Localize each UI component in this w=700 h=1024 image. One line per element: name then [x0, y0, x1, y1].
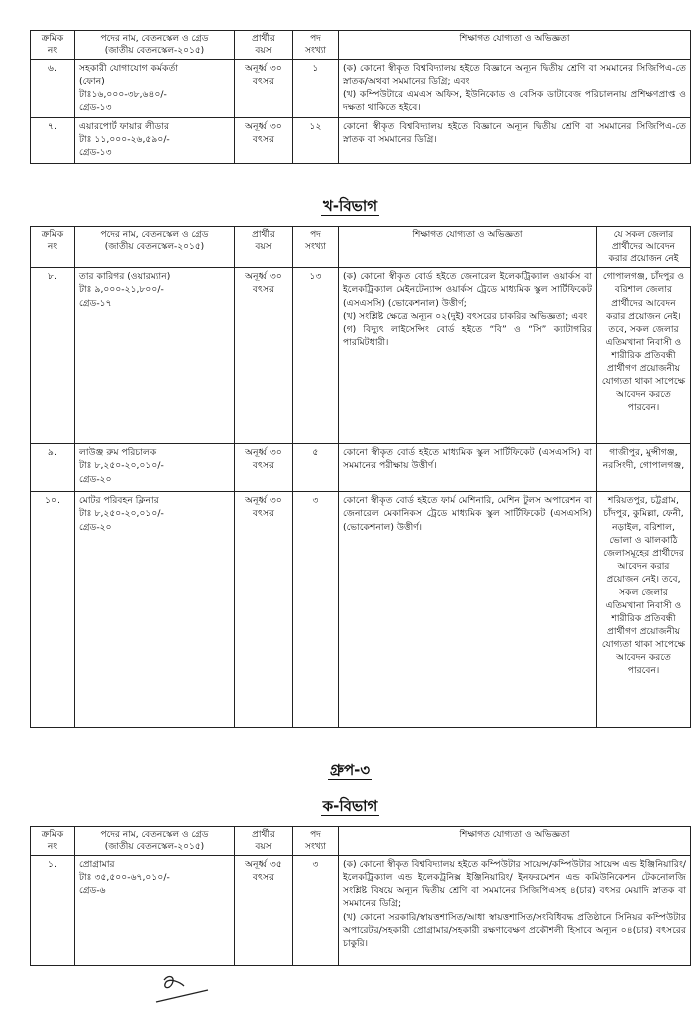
header-serial: ক্রমিক নং	[31, 227, 75, 268]
header-serial: ক্রমিক নং	[31, 31, 75, 60]
cell-age: অনূর্ধ্ব ৩০ বৎসর	[235, 444, 293, 492]
table-group2-kha	[30, 226, 691, 728]
cell-qualification: কোনো স্বীকৃত বোর্ড হইতে মাধ্যমিক স্কুল সার্টিফিকেট (এসএসসি) বা সমমানের পরীক্ষায় উত্তীর্ণ।	[339, 444, 597, 492]
table-group2-ka	[30, 30, 691, 164]
cell-age: অনূর্ধ্ব ৩০ বৎসর	[235, 268, 293, 444]
cell-serial: ৬.	[31, 60, 75, 118]
cell-post: তার কারিগর (ওয়ারম্যান) টাঃ ৯,০০০-২১,৮০০/- গ্রেড-১৭	[75, 268, 235, 444]
cell-age: অনূর্ধ্ব ৩০ বৎসর	[235, 492, 293, 728]
header-post: পদের নাম, বেতনস্কেল ও গ্রেড (জাতীয় বেতনস্কেল-২০১৫)	[75, 827, 235, 856]
cell-serial: ১০.	[31, 492, 75, 728]
cell-serial: ৯.	[31, 444, 75, 492]
cell-serial: ১.	[31, 856, 75, 966]
header-serial: ক্রমিক নং	[31, 827, 75, 856]
cell-qualification: কোনো স্বীকৃত বোর্ড হইতে ফার্ম মেশিনারি, মেশিন টুলস অপারেশন বা জেনারেল মেকানিকস ট্রেডে মাধ্যমিক স্কুল সার্টিফিকেট (এসএসসি) (ভোকেশনাল) উত্তীর্ণ।	[339, 492, 597, 728]
table-row	[31, 118, 691, 164]
table-group3-ka	[30, 826, 691, 966]
header-post: পদের নাম, বেতনস্কেল ও গ্রেড (জাতীয় বেতনস্কেল-২০১৫)	[75, 227, 235, 268]
header-qualification: শিক্ষাগত যোগ্যতা ও অভিজ্ঞতা	[339, 827, 691, 856]
signature-icon	[150, 968, 220, 1018]
cell-post: সহকারী যোগাযোগ কর্মকর্তা (ফোন) টাঃ১৬,০০০-৩৮,৬৪০/- গ্রেড-১৩	[75, 60, 235, 118]
header-age: প্রার্থীর বয়স	[235, 827, 293, 856]
cell-count: ৫	[293, 444, 339, 492]
cell-post: এয়ারপোর্ট ফায়ার লীডার টাঃ ১১,০০০-২৬,৫৯০/- গ্রেড-১৩	[75, 118, 235, 164]
cell-count: ১	[293, 60, 339, 118]
table-row	[31, 60, 691, 118]
header-count: পদ সংখ্যা	[293, 227, 339, 268]
cell-district: গাজীপুর, মুন্সীগঞ্জ, নরসিংদী, গোপালগঞ্জ,	[597, 444, 691, 492]
header-age: প্রার্থীর বয়স	[235, 31, 293, 60]
header-post: পদের নাম, বেতনস্কেল ও গ্রেড (জাতীয় বেতনস্কেল-২০১৫)	[75, 31, 235, 60]
header-qualification: শিক্ষাগত যোগ্যতা ও অভিজ্ঞতা	[339, 31, 691, 60]
cell-age: অনূর্ধ্ব ৩০ বৎসর	[235, 60, 293, 118]
cell-serial: ৭.	[31, 118, 75, 164]
cell-age: অনূর্ধ্ব ৩০ বৎসর	[235, 118, 293, 164]
cell-qualification: কোনো স্বীকৃত বিশ্ববিদ্যালয় হইতে বিজ্ঞানে অন্যূন দ্বিতীয় শ্রেণি বা সমমানের সিজিপিএ-তে স্নাতক বা সমমানের ডিগ্রি।	[339, 118, 691, 164]
section-title-kha: খ-বিভাগ	[322, 197, 378, 215]
header-qualification: শিক্ষাগত যোগ্যতা ও অভিজ্ঞতা	[339, 227, 597, 268]
section-title-ka: ক-বিভাগ	[322, 797, 378, 815]
table-row	[31, 444, 691, 492]
header-count: পদ সংখ্যা	[293, 827, 339, 856]
cell-age: অনূর্ধ্ব ৩৫ বৎসর	[235, 856, 293, 966]
table-header-row	[31, 31, 691, 60]
cell-qualification: (ক) কোনো স্বীকৃত বোর্ড হইতে জেনারেল ইলেকট্রিক্যাল ওয়ার্কস বা ইলেকট্রিক্যাল মেইনটেন্যান্স ওয়ার্কস ট্রেডে মাধ্যমিক স্কুল সার্টিফিকেট (এসএসসি) (ভোকেশনাল) উত্তীর্ণ; (খ) সংশ্লিষ্ট ক্ষেত্রে অন্যূন ০২(দুই) বৎসরের চাকরির অভিজ্ঞতা; এবং (গ) বিদ্যুৎ লাইসেন্সিং বোর্ড হইতে “বি” ও “সি” ক্যাটাগরির পারমিটধারী।	[339, 268, 597, 444]
table-header-row	[31, 827, 691, 856]
cell-qualification: (ক) কোনো স্বীকৃত বিশ্ববিদ্যালয় হইতে বিজ্ঞানে অন্যূন দ্বিতীয় শ্রেণি বা সমমানের সিজিপিএ-তে স্নাতক/অথবা সমমানের ডিগ্রি; এবং (খ) কম্পিউটারে এমএস অফিস, ইউনিকোড ও বেসিক ডাটাবেজ পরিচালনায় প্রশিক্ষণপ্রাপ্ত ও দক্ষতা থাকিতে হইবে।	[339, 60, 691, 118]
table-row	[31, 856, 691, 966]
cell-count: ১২	[293, 118, 339, 164]
header-count: পদ সংখ্যা	[293, 31, 339, 60]
cell-count: ৩	[293, 492, 339, 728]
cell-qualification: (ক) কোনো স্বীকৃত বিশ্ববিদ্যালয় হইতে কম্পিউটার সায়েন্স/কম্পিউটার সায়েন্স এন্ড ইঞ্জিনিয়ারিং/ইলেকট্রিক্যাল এন্ড ইলেকট্রনিক্স ইঞ্জিনিয়ারিং/ ইনফরমেশন এন্ড কমিউনিকেশন টেকনোলজি সংশ্লিষ্ট বিষয়ে অন্যূন দ্বিতীয় শ্রেণি বা সমমানের সিজিপিএসহ ৪(চার) বৎসর মেয়াদি স্নাতক বা সমমানের ডিগ্রি; (খ) কোনো সরকারি/স্বায়ত্তশাসিত/আধা স্বায়ত্তশাসিত/সংবিধিবদ্ধ প্রতিষ্ঠানে সিনিয়র কম্পিউটার অপারেটর/সহকারী প্রোগ্রামার/সহকারী রক্ষণাবেক্ষণ প্রকৌশলী হিসাবে অন্যূন ০৪(চার) বৎসরের চাকুরি।	[339, 856, 691, 966]
table-row	[31, 268, 691, 444]
cell-count: ৩	[293, 856, 339, 966]
cell-post: মোটর পরিবহন ক্লিনার টাঃ ৮,২৫০-২০,০১০/- গ্রেড-২০	[75, 492, 235, 728]
table-row	[31, 492, 691, 728]
cell-post: প্রোগ্রামার টাঃ ৩৫,৫০০-৬৭,০১০/- গ্রেড-৬	[75, 856, 235, 966]
header-age: প্রার্থীর বয়স	[235, 227, 293, 268]
cell-serial: ৮.	[31, 268, 75, 444]
cell-post: লাউঞ্জ রুম পরিচালক টাঃ ৮,২৫০-২০,০১০/- গ্রেড-২০	[75, 444, 235, 492]
table-header-row	[31, 227, 691, 268]
cell-district: শরিয়তপুর, চট্টগ্রাম, চাঁদপুর, কুমিল্লা, ফেনী, নড়াইল, বরিশাল, ভোলা ও ঝালকাঠি জেলাসমূহের প্রার্থীদের আবেদন করার প্রয়োজন নেই। তবে, সকল জেলার এতিমখানা নিবাসী ও শারীরিক প্রতিবন্ধী প্রার্থীগণ প্রয়োজনীয় যোগ্যতা থাকা সাপেক্ষে আবেদন করতে পারবেন।	[597, 492, 691, 728]
group-title: গ্রুপ-৩	[329, 761, 371, 779]
cell-count: ১৩	[293, 268, 339, 444]
header-district: যে সকল জেলার প্রার্থীদের আবেদন করার প্রয়োজন নেই	[597, 227, 691, 268]
cell-district: গোপালগঞ্জ, চাঁদপুর ও বরিশাল জেলার প্রার্থীদের আবেদন করার প্রয়োজন নেই। তবে, সকল জেলার এতিমখানা নিবাসী ও শারীরিক প্রতিবন্ধী প্রার্থীগণ প্রয়োজনীয় যোগ্যতা থাকা সাপেক্ষে আবেদন করতে পারবেন।	[597, 268, 691, 444]
